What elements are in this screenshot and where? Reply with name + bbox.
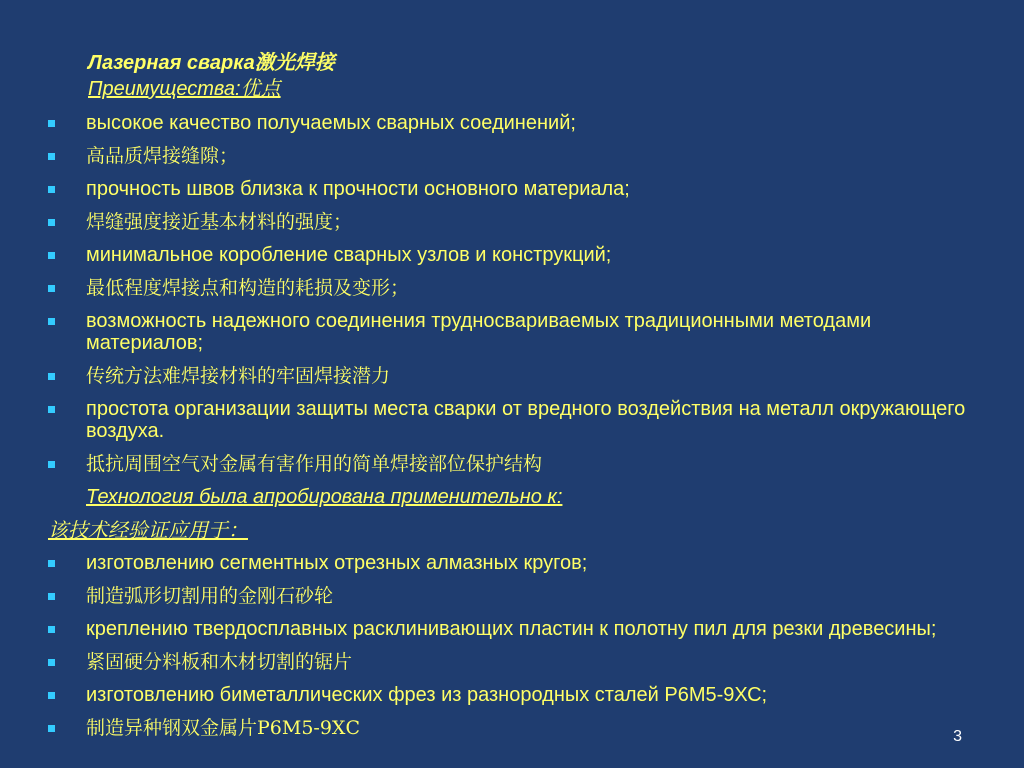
- square-bullet-icon: [48, 406, 55, 413]
- section-label: 该技术经验证应用于：: [48, 518, 248, 542]
- list-item: [48, 211, 968, 233]
- list-item: [48, 178, 968, 200]
- list-item: [48, 552, 968, 574]
- square-bullet-icon: [48, 692, 55, 699]
- bullet-list: [48, 112, 968, 750]
- square-bullet-icon: [48, 626, 55, 633]
- list-item-text: 焊缝强度接近基本材料的强度；: [86, 211, 353, 233]
- square-bullet-icon: [48, 120, 55, 127]
- list-item: [48, 277, 968, 299]
- list-item-text: 高品质焊接缝隙；: [86, 145, 239, 167]
- list-item: [48, 684, 968, 706]
- square-bullet-icon: [48, 285, 55, 292]
- square-bullet-icon: [48, 252, 55, 259]
- list-item: [48, 453, 968, 475]
- list-item-text: 紧固硬分料板和木材切割的锯片: [86, 651, 353, 673]
- list-item-text: минимальное коробление сварных узлов и конструкций;: [86, 244, 612, 266]
- list-item-text: прочность швов близка к прочности основного материала;: [86, 178, 630, 200]
- list-item: [48, 244, 968, 266]
- square-bullet-icon: [48, 659, 55, 666]
- list-item-text: изготовлению сегментных отрезных алмазных кругов;: [86, 552, 588, 574]
- slide-title: Лазерная сварка激光焊接: [88, 52, 335, 74]
- square-bullet-icon: [48, 318, 55, 325]
- list-item-text: высокое качество получаемых сварных соединений;: [86, 112, 576, 134]
- list-item: [48, 112, 968, 134]
- square-bullet-icon: [48, 461, 55, 468]
- square-bullet-icon: [48, 593, 55, 600]
- page-number: 3: [953, 728, 962, 745]
- list-item-text: 最低程度焊接点和构造的耗损及变形；: [86, 277, 410, 299]
- list-item-text: 制造弧形切割用的金刚石砂轮: [86, 585, 334, 607]
- square-bullet-icon: [48, 186, 55, 193]
- list-item-text: 制造异种钢双金属片Р6М5-9ХС: [86, 717, 360, 739]
- slide-heading: [88, 50, 335, 102]
- square-bullet-icon: [48, 373, 55, 380]
- section-label: Технология была апробирована применительно к:: [86, 486, 563, 508]
- list-item: [48, 717, 968, 739]
- slide-subtitle: Преимущества:优点: [88, 78, 281, 100]
- square-bullet-icon: [48, 153, 55, 160]
- list-item: [48, 618, 968, 640]
- list-item-text: изготовлению биметаллических фрез из разнородных сталей Р6М5-9ХС;: [86, 684, 768, 706]
- list-item: [48, 365, 968, 387]
- square-bullet-icon: [48, 560, 55, 567]
- square-bullet-icon: [48, 725, 55, 732]
- list-item-text: простота организации защиты места сварки от вредного воздействия на металл окружающего воздуха.: [86, 398, 966, 442]
- list-item: [48, 310, 968, 354]
- list-item-text: 传统方法难焊接材料的牢固焊接潜力: [86, 365, 391, 387]
- list-item: [48, 585, 968, 607]
- list-item: [48, 145, 968, 167]
- list-item: [48, 398, 968, 442]
- list-item-text: креплению твердосплавных расклинивающих пластин к полотну пил для резки древесины;: [86, 618, 937, 640]
- list-item-text: возможность надежного соединения трудносвариваемых традиционными методами материалов;: [86, 310, 872, 354]
- list-item: [48, 651, 968, 673]
- square-bullet-icon: [48, 219, 55, 226]
- list-item-text: 抵抗周围空气对金属有害作用的简单焊接部位保护结构: [86, 453, 543, 475]
